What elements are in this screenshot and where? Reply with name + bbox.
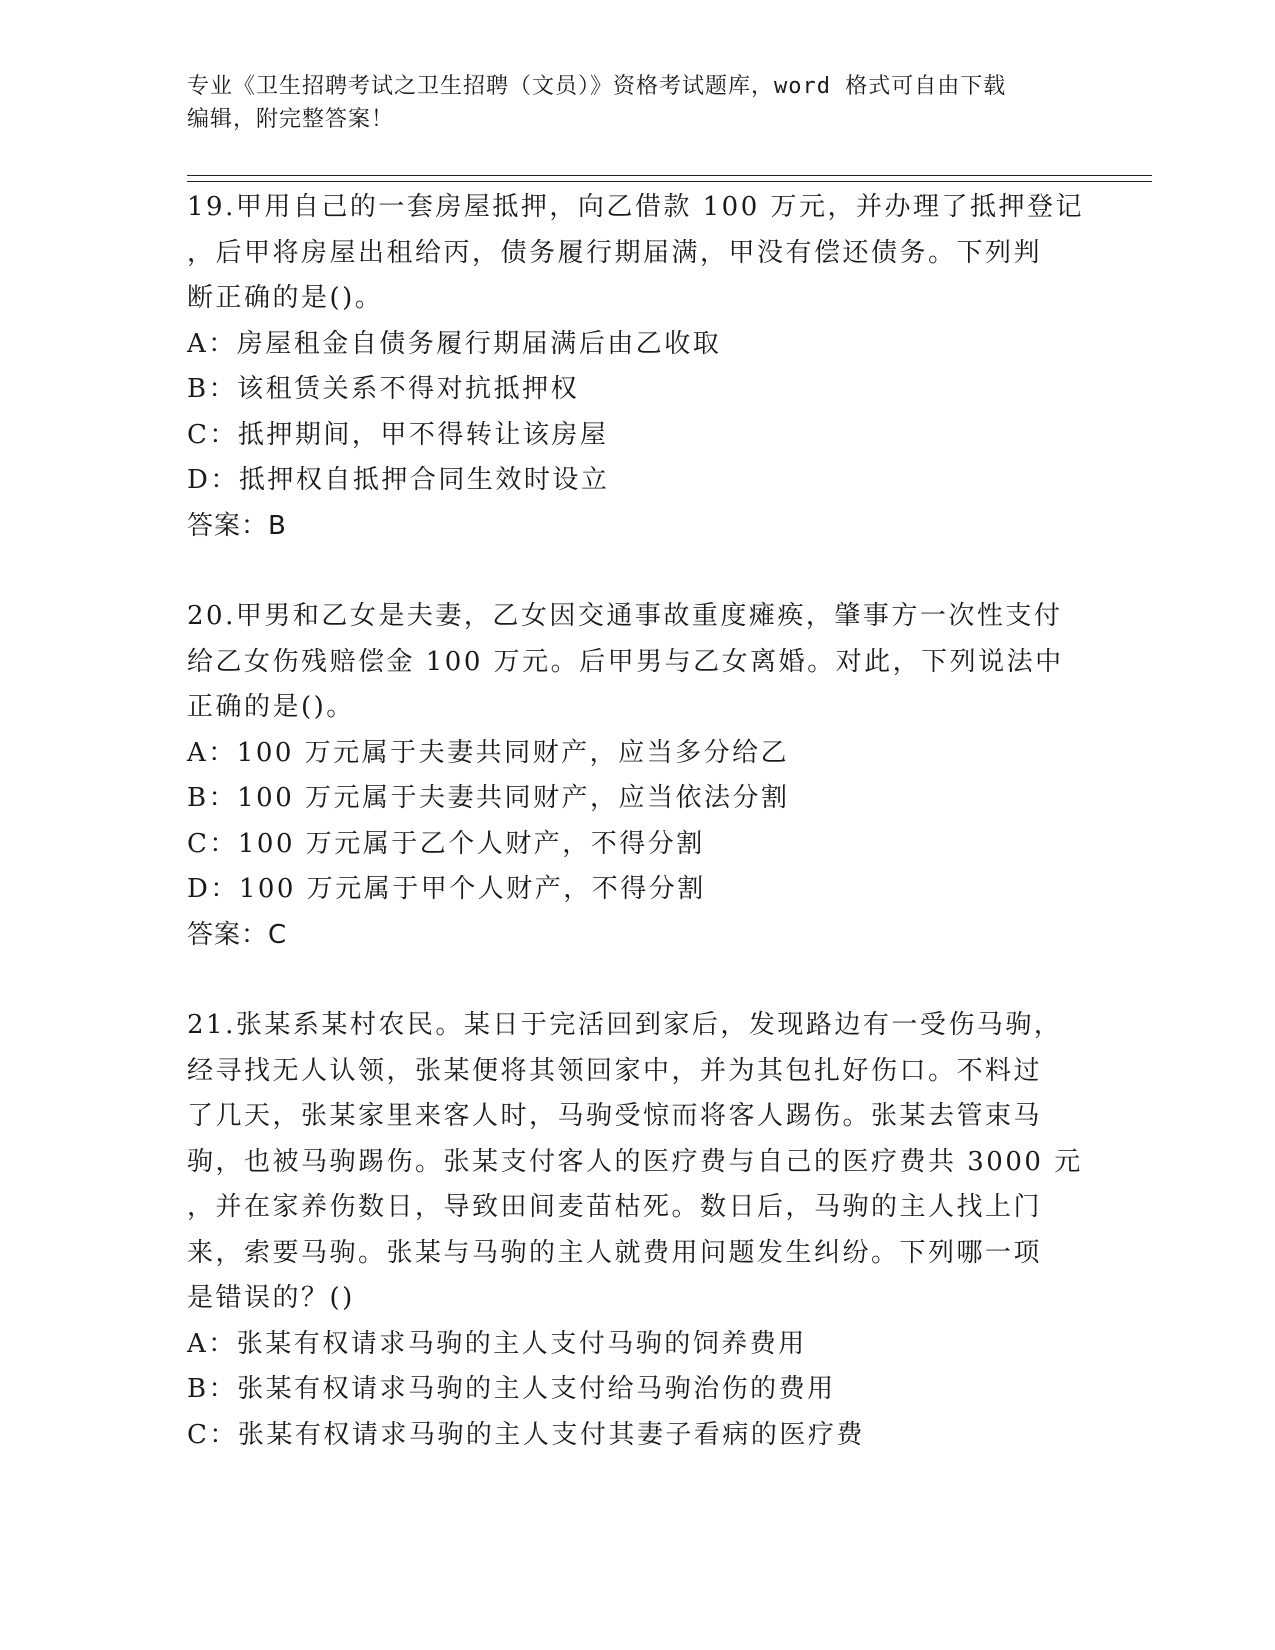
answer-label: 答案：C [187, 919, 288, 950]
option-b: B：张某有权请求马驹的主人支付给马驹治伤的费用 [187, 1374, 836, 1404]
header-line-1: 专业《卫生招聘考试之卫生招聘（文员）》资格考试题库，word 格式可自由下载 [187, 74, 1007, 99]
option-d: D：抵押权自抵押合同生效时设立 [187, 465, 610, 495]
option-d: D：100 万元属于甲个人财产，不得分割 [187, 874, 706, 904]
question-19 [187, 185, 1087, 549]
question-stem-line: 断正确的是()。 [187, 283, 384, 313]
header-divider-top [187, 175, 1152, 176]
question-20 [187, 594, 1087, 958]
question-list [187, 185, 1087, 1458]
option-a: A：100 万元属于夫妻共同财产，应当多分给乙 [187, 737, 790, 768]
question-stem-line: 21.张某系某村农民。某日于完活回到家后，发现路边有一受伤马驹， [187, 1010, 1063, 1040]
question-stem-line: 驹，也被马驹踢伤。张某支付客人的医疗费与自己的医疗费共 3000 元 [187, 1146, 1083, 1177]
question-21 [187, 1003, 1087, 1458]
answer-label: 答案：B [187, 510, 287, 541]
header-divider-bottom [187, 181, 1152, 182]
question-stem-line: 是错误的？() [187, 1283, 355, 1313]
question-stem-line: ，并在家养伤数日，导致田间麦苗枯死。数日后，马驹的主人找上门 [187, 1192, 1043, 1222]
option-b: B：100 万元属于夫妻共同财产，应当依法分割 [187, 783, 790, 813]
document-header [187, 70, 1067, 136]
option-c: C：100 万元属于乙个人财产，不得分割 [187, 828, 705, 859]
question-stem-line: ，后甲将房屋出租给丙，债务履行期届满，甲没有偿还债务。下列判 [187, 237, 1043, 268]
question-stem-line: 正确的是()。 [187, 692, 355, 722]
question-stem-line: 来，索要马驹。张某与马驹的主人就费用问题发生纠纷。下列哪一项 [187, 1237, 1043, 1268]
option-b: B：该租赁关系不得对抗抵押权 [187, 374, 580, 404]
question-stem-line: 了几天，张某家里来客人时，马驹受惊而将客人踢伤。张某去管束马 [187, 1101, 1043, 1131]
question-stem-line: 20.甲男和乙女是夫妻，乙女因交通事故重度瘫痪，肇事方一次性支付 [187, 601, 1063, 631]
option-c: C：张某有权请求马驹的主人支付其妻子看病的医疗费 [187, 1419, 865, 1450]
option-a: A：房屋租金自债务履行期届满后由乙收取 [187, 328, 722, 359]
question-stem-line: 19.甲用自己的一套房屋抵押，向乙借款 100 万元，并办理了抵押登记 [187, 192, 1085, 222]
option-a: A：张某有权请求马驹的主人支付马驹的饲养费用 [187, 1328, 807, 1359]
question-stem-line: 经寻找无人认领，张某便将其领回家中，并为其包扎好伤口。不料过 [187, 1055, 1043, 1086]
question-stem-line: 给乙女伤残赔偿金 100 万元。后甲男与乙女离婚。对此，下列说法中 [187, 646, 1064, 677]
header-line-2: 编辑，附完整答案！ [187, 107, 395, 132]
option-c: C：抵押期间，甲不得转让该房屋 [187, 419, 609, 450]
